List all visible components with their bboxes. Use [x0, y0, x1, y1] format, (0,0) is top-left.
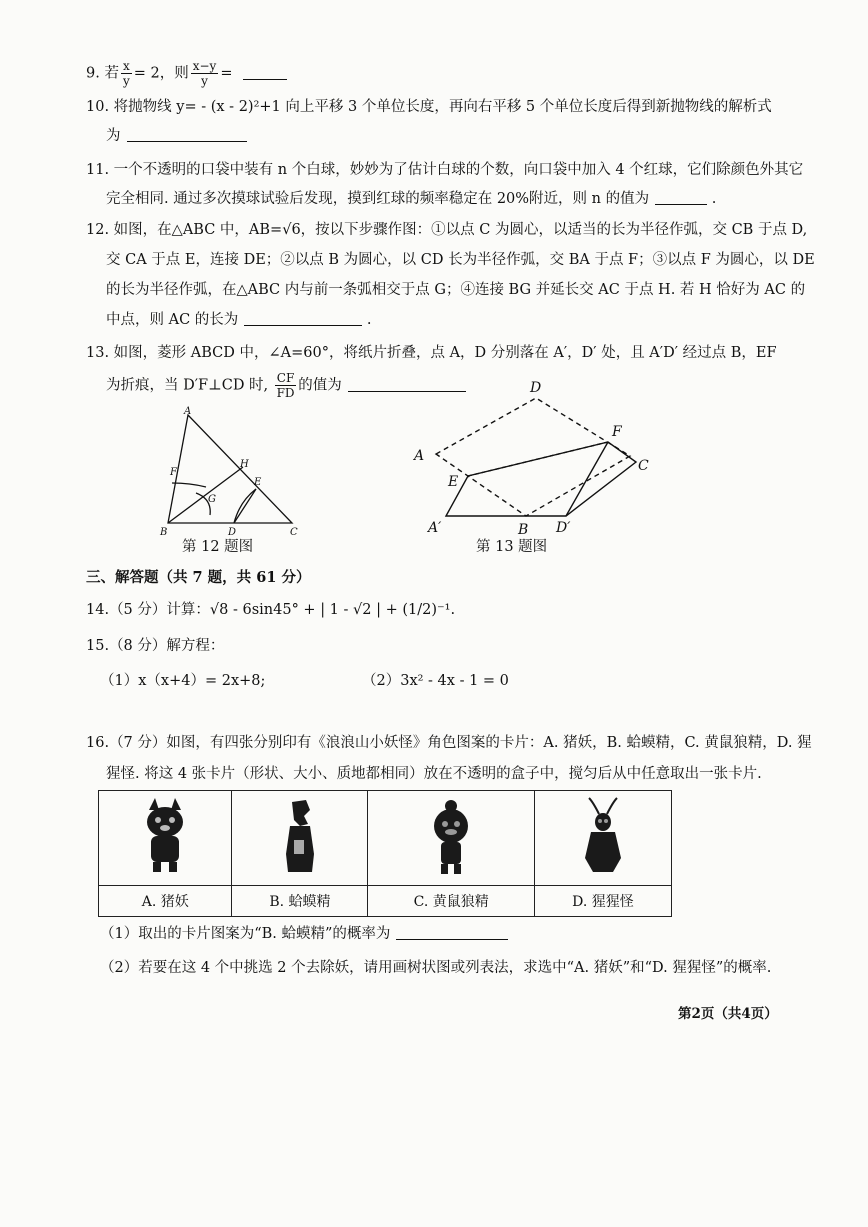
question-13: 13. 如图，菱形 ABCD 中，∠A=60°，将纸片折叠，点 A，D 分别落在 A′，D′ 处，且 A′D′ 经过点 B，EF	[86, 345, 777, 361]
label-b: B	[518, 522, 529, 538]
solid-folded-shape	[446, 442, 636, 516]
question-15-part2: （2）3x² - 4x - 1 = 0	[362, 673, 509, 689]
label-f: F	[612, 424, 622, 440]
question-14: 14.（5 分）计算：√8 - 6sin45° + | 1 - √2 | + (1/2)⁻¹.	[86, 602, 456, 618]
card-a-image	[99, 791, 232, 886]
question-15: 15.（8 分）解方程：	[86, 638, 225, 654]
card-c-image	[368, 791, 535, 886]
answer-blank	[243, 79, 287, 80]
label-d: D	[530, 380, 542, 396]
weasel-demon-figure	[421, 796, 481, 876]
card-a-label: A. 猪妖	[99, 886, 232, 917]
segment-bh	[168, 467, 243, 523]
triangle-abc	[168, 415, 292, 523]
segment-de	[234, 489, 256, 523]
label-a-prime: A′	[428, 520, 442, 536]
question-9: 9. 若 $\frac{x}{y}$ = 2，则 $\frac{x-y}{y}$ =	[86, 60, 287, 87]
label-c: C	[638, 458, 649, 474]
toad-demon-figure	[270, 796, 330, 876]
question-11-line2: 完全相同. 通过多次摸球试验后发现，摸到红球的频率稳定在 20%附近，则 n 的值为 .	[106, 191, 717, 207]
question-10: 10. 将抛物线 y= - (x - 2)²+1 向上平移 3 个单位长度，再向右平移 5 个单位长度后得到新抛物线的解析式	[86, 99, 772, 115]
arc-f	[172, 483, 206, 487]
segment-fd2	[566, 442, 608, 516]
answer-blank	[396, 939, 508, 940]
question-12-line2: 交 CA 于点 E，连接 DE；②以点 B 为圆心，以 CD 长为半径作弧，交 BA 于点 F；③以点 F 为圆心，以 DE	[106, 252, 815, 268]
figure-13	[408, 378, 668, 538]
question-12-line4: 中点，则 AC 的长为 .	[106, 312, 372, 328]
page-number-footer: 第2页（共4页）	[678, 1006, 778, 1022]
card-d-label: D. 猩猩怪	[534, 886, 671, 917]
label-g: G	[208, 494, 216, 505]
label-c: C	[290, 527, 298, 538]
figure-12-caption: 第 12 题图	[182, 539, 254, 555]
question-11: 11. 一个不透明的口袋中装有 n 个白球，妙妙为了估计白球的个数，向口袋中加入 4 个红球，它们除颜色外其它	[86, 162, 804, 178]
dashed-rhombus	[436, 398, 630, 516]
fold-line-ef	[468, 442, 608, 476]
card-b-image	[232, 791, 368, 886]
label-e: E	[254, 477, 262, 488]
question-12-line3: 的长为半径作弧，在△ABC 内与前一条弧相交于点 G；④连接 BG 并延长交 AC 于点 H. 若 H 恰好为 AC 的	[106, 282, 806, 298]
question-16-line2: 猩怪. 将这 4 张卡片（形状、大小、质地都相同）放在不透明的盒子中，搅匀后从中任意取出一张卡片.	[106, 766, 762, 782]
answer-blank	[244, 325, 362, 326]
question-13-line2: 为折痕，当 D′F⊥CD 时, $\frac{CF}{FD}$ 的值为	[106, 372, 466, 399]
card-b-label: B. 蛤蟆精	[232, 886, 368, 917]
question-16-part2: （2）若要在这 4 个中挑选 2 个去除妖，请用画树状图或列表法，求选中“A. 猪妖”和“D. 猩猩怪”的概率.	[100, 960, 772, 976]
label-d-prime: D′	[556, 520, 571, 536]
pig-demon-figure	[135, 796, 195, 876]
fraction-x-over-y: $\frac{x}{y}$	[122, 59, 130, 88]
character-cards-table	[98, 790, 672, 917]
label-d: D	[228, 527, 237, 538]
card-d-image	[534, 791, 671, 886]
fraction-cf-over-fd: $\frac{CF}{FD}$	[276, 371, 295, 400]
section-3-title: 三、解答题（共 7 题，共 61 分）	[86, 569, 311, 586]
fraction-x-minus-y-over-y: $\frac{x-y}{y}$	[192, 59, 217, 88]
label-e: E	[448, 474, 459, 490]
answer-blank	[655, 204, 707, 205]
card-c-label: C. 黄鼠狼精	[368, 886, 535, 917]
figure-13-caption: 第 13 题图	[476, 539, 548, 555]
question-12: 12. 如图，在△ABC 中，AB=√6，按以下步骤作图：①以点 C 为圆心，以适当的长为半径作弧，交 CB 于点 D,	[86, 222, 808, 238]
question-16-part1: （1）取出的卡片图案为“B. 蛤蟆精”的概率为	[100, 926, 508, 943]
answer-blank	[127, 141, 247, 142]
label-f: F	[170, 467, 177, 478]
label-h: H	[240, 459, 249, 470]
question-15-part1: （1）x（x+4）= 2x+8;	[100, 673, 266, 689]
question-16: 16.（7 分）如图，有四张分别印有《浪浪山小妖怪》角色图案的卡片：A. 猪妖，B. 蛤蟆精，C. 黄鼠狼精，D. 猩	[86, 735, 812, 751]
label-a: A	[184, 406, 192, 417]
orangutan-demon-figure	[573, 796, 633, 876]
figure-12	[150, 405, 320, 540]
label-a: A	[414, 448, 425, 464]
question-10-line2: 为	[106, 128, 247, 145]
label-b: B	[160, 527, 168, 538]
